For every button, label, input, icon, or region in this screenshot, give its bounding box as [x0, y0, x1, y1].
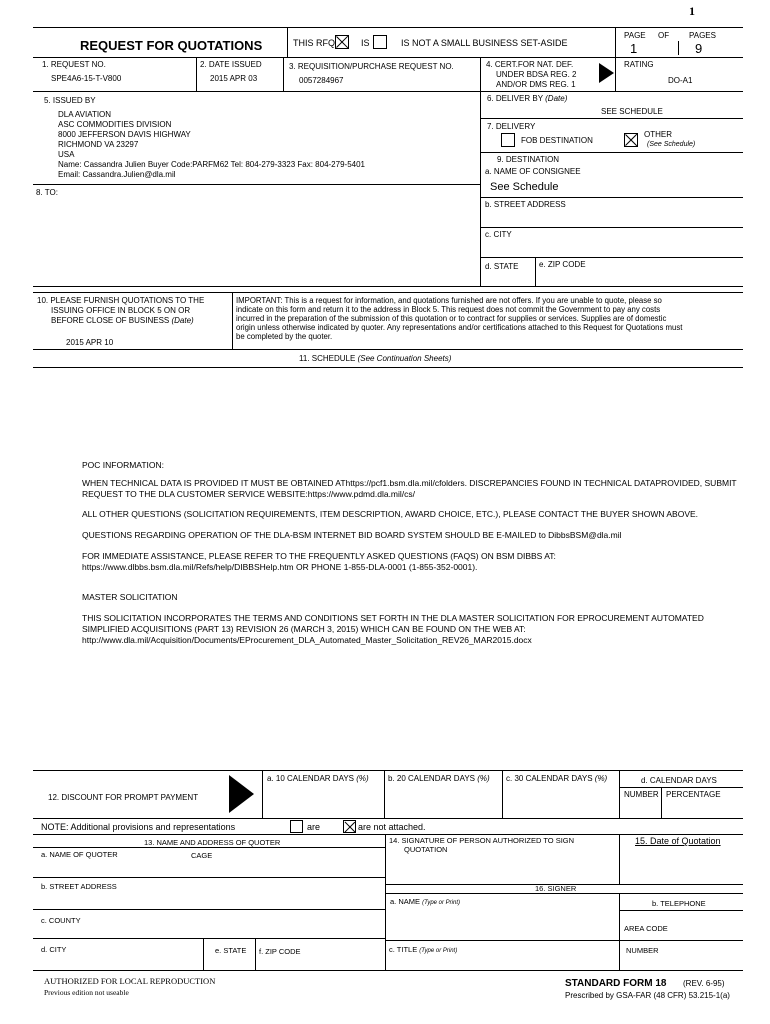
quoter-city-label: d. CITY [41, 945, 67, 954]
cert-label-1: 4. CERT.FOR NAT. DEF. [486, 60, 574, 69]
poc-heading: POC INFORMATION: [82, 460, 165, 470]
form-title: REQUEST FOR QUOTATIONS [80, 38, 263, 53]
previous-edition: Previous edition not useable [44, 988, 129, 997]
important-notice: IMPORTANT: This is a request for information, and quotations furnished are not offers. If you are unable to quote, please so [236, 296, 662, 305]
rating-label: RATING [624, 60, 654, 69]
issued-by-line: USA [58, 150, 75, 159]
deliver-by-label: 6. DELIVER BY (Date) [487, 94, 568, 103]
city-label: c. CITY [485, 230, 512, 239]
furnish-quotations-label: ISSUING OFFICE IN BLOCK 5 ON OR [51, 306, 191, 315]
signer-label: 16. SIGNER [535, 884, 577, 893]
date-issued-value: 2015 APR 03 [210, 74, 258, 83]
other-questions-paragraph: ALL OTHER QUESTIONS (SOLICITATION REQUIREMENTS, ITEM DESCRIPTION, AWARD CHOICE, ETC.), PLEASE CONTACT THE BUYER SHOWN ABOVE. [82, 509, 699, 519]
important-notice: be completed by the quoter. [236, 332, 333, 341]
standard-form-label: STANDARD FORM 18 [565, 978, 667, 989]
cert-label-2: UNDER BDSA REG. 2 [496, 70, 577, 79]
of-label: OF [658, 31, 670, 40]
small-business-label: IS NOT A SMALL BUSINESS SET-ASIDE [401, 38, 568, 48]
request-no-label: 1. REQUEST NO. [42, 60, 106, 69]
discount-label: 12. DISCOUNT FOR PROMPT PAYMENT [48, 793, 199, 802]
schedule-label: 11. SCHEDULE (See Continuation Sheets) [299, 354, 452, 363]
quoter-address-label: 13. NAME AND ADDRESS OF QUOTER [144, 838, 281, 847]
issued-by-line: RICHMOND VA 23297 [58, 140, 139, 149]
issued-by-line: DLA AVIATION [58, 110, 112, 119]
pages-value: 9 [695, 41, 703, 56]
issued-by-label: 5. ISSUED BY [44, 96, 96, 105]
discount-percentage-label: PERCENTAGE [666, 790, 721, 799]
tech-data-paragraph: WHEN TECHNICAL DATA IS PROVIDED IT MUST BE OBTAINED AThttps://pcf1.bsm.dla.mil/cfolders. DISCREPANCIES FOUND IN TECHNICAL DATAPROVIDED, SUBMIT REQUEST TO THE DLA CUSTOMER SERVICE WEBSITE:https://www.pdmd.dla.mil/cs/ [82, 478, 737, 499]
revision-label: (REV. 6-95) [683, 979, 725, 988]
zip-label: e. ZIP CODE [539, 260, 586, 269]
other-note: (See Schedule) [647, 141, 696, 148]
furnish-quotations-label: BEFORE CLOSE OF BUSINESS (Date) [51, 316, 194, 325]
issued-by-contact: Name: Cassandra Julien Buyer Code:PARFM62 Tel: 804-279-3323 Fax: 804-279-5401 [58, 160, 365, 169]
quoter-street-label: b. STREET ADDRESS [41, 882, 117, 891]
important-notice: indicate on this form and return it to the address in Block 5. This request does not commit the Government to pay any costs [236, 305, 661, 314]
issued-by-line: 8000 JEFFERSON DAVIS HIGHWAY [58, 130, 191, 139]
rfq-is-not-checkbox[interactable] [373, 35, 387, 49]
master-solicitation-heading: MASTER SOLICITATION [82, 592, 178, 602]
issued-by-email: Email: Cassandra.Julien@dla.mil [58, 170, 176, 179]
signature-label-1: 14. SIGNATURE OF PERSON AUTHORIZED TO SIGN [389, 836, 575, 845]
requisition-value: 0057284967 [299, 76, 344, 85]
page-label: PAGE [624, 31, 646, 40]
deliver-by-value: SEE SCHEDULE [601, 107, 663, 116]
arrow-right-icon [599, 63, 614, 83]
date-of-quotation-label: 15. Date of Quotation [635, 836, 721, 846]
request-no-value: SPE4A6-15-T-V800 [51, 74, 122, 83]
authorized-reproduction: AUTHORIZED FOR LOCAL REPRODUCTION [44, 976, 216, 986]
discount-10-days: a. 10 CALENDAR DAYS (%) [267, 774, 369, 783]
consignee-value: See Schedule [490, 181, 559, 193]
important-notice: incurred in the preparation of the submission of this quotation or to contract for supplies or services. Supplies are of domestic [236, 314, 667, 323]
quotation-due-date: 2015 APR 10 [66, 338, 114, 347]
provisions-are-label: are [307, 822, 321, 832]
cage-label: CAGE [191, 851, 213, 860]
provisions-note: NOTE: Additional provisions and representations [41, 822, 236, 832]
rating-value: DO-A1 [668, 76, 693, 85]
fob-destination-label: FOB DESTINATION [521, 136, 593, 145]
assistance-paragraph: FOR IMMEDIATE ASSISTANCE, PLEASE REFER TO THE FREQUENTLY ASKED QUESTIONS (FAQS) ON BSM DIBBS AT: https://www.dlbbs.bsm.dla.mil/Refs/help/DIBBSHelp.htm OR PHONE 1-855-DLA-0001 (1-855-352-0001). [82, 551, 556, 572]
important-notice: origin unless otherwise indicated by quoter. Any representations and/or certifications attached to this Request for Quotations must [236, 323, 683, 332]
signer-name-label: a. NAME (Type or Print) [390, 897, 461, 906]
provisions-are-not-checkbox[interactable] [343, 820, 356, 833]
area-code-label: AREA CODE [624, 924, 668, 933]
date-issued-label: 2. DATE ISSUED [200, 60, 262, 69]
pages-label: PAGES [689, 31, 716, 40]
signer-title-label: c. TITLE (Type or Print) [389, 945, 458, 954]
issued-by-line: ASC COMMODITIES DIVISION [58, 120, 172, 129]
delivery-label: 7. DELIVERY [487, 122, 536, 131]
discount-number-label: NUMBER [624, 790, 659, 799]
cert-label-3: AND/OR DMS REG. 1 [496, 80, 576, 89]
quoter-county-label: c. COUNTY [41, 916, 81, 925]
provisions-are-checkbox[interactable] [290, 820, 303, 833]
bid-board-paragraph: QUESTIONS REGARDING OPERATION OF THE DLA-BSM INTERNET BID BOARD SYSTEM SHOULD BE E-MAILED to DibbsBSM@dla.mil [82, 530, 622, 540]
to-label: 8. TO: [36, 188, 58, 197]
street-address-label: b. STREET ADDRESS [485, 200, 566, 209]
furnish-quotations-label: 10. PLEASE FURNISH QUOTATIONS TO THE [37, 296, 205, 305]
discount-30-days: c. 30 CALENDAR DAYS (%) [506, 774, 608, 783]
is-label: IS [361, 38, 370, 48]
master-solicitation-paragraph: THIS SOLICITATION INCORPORATES THE TERMS AND CONDITIONS SET FORTH IN THE DLA MASTER SOLICITATION FOR EPROCUREMENT AUTOMATED SIMPLIFIED ACQUISITIONS (PART 13) REVISION 26 (MARCH 3, 2015) WHICH CAN BE FOUND ON THE WEB AT: http://www.dla.mil/Acquisition/Documents/EProcurement_DLA_Automated_Master_Solicitation_REV26_MAR2015.docx [82, 613, 704, 645]
phone-number-label: NUMBER [626, 946, 659, 955]
other-label: OTHER [644, 130, 672, 139]
quoter-name-label: a. NAME OF QUOTER [41, 850, 118, 859]
this-rfq-label: THIS RFQ [293, 38, 335, 48]
other-delivery-checkbox[interactable] [624, 133, 638, 147]
quoter-state-label: e. STATE [215, 946, 247, 955]
prescribed-label: Prescribed by GSA-FAR (48 CFR) 53.215-1(a) [565, 991, 730, 1000]
discount-calendar-days: d. CALENDAR DAYS [641, 776, 717, 785]
page-number: 1 [689, 4, 695, 18]
destination-label: 9. DESTINATION [497, 155, 560, 164]
state-label: d. STATE [485, 262, 519, 271]
discount-20-days: b. 20 CALENDAR DAYS (%) [388, 774, 490, 783]
arrow-right-icon [229, 775, 254, 813]
requisition-label: 3. REQUISITION/PURCHASE REQUEST NO. [289, 62, 454, 71]
telephone-label: b. TELEPHONE [652, 899, 706, 908]
quoter-zip-label: f. ZIP CODE [259, 947, 301, 956]
page-value: 1 [630, 41, 638, 56]
signature-label-2: QUOTATION [404, 845, 448, 854]
fob-destination-checkbox[interactable] [501, 133, 515, 147]
provisions-are-not-label: are not attached. [358, 822, 426, 832]
rfq-is-checkbox[interactable] [335, 35, 349, 49]
consignee-label: a. NAME OF CONSIGNEE [485, 167, 581, 176]
